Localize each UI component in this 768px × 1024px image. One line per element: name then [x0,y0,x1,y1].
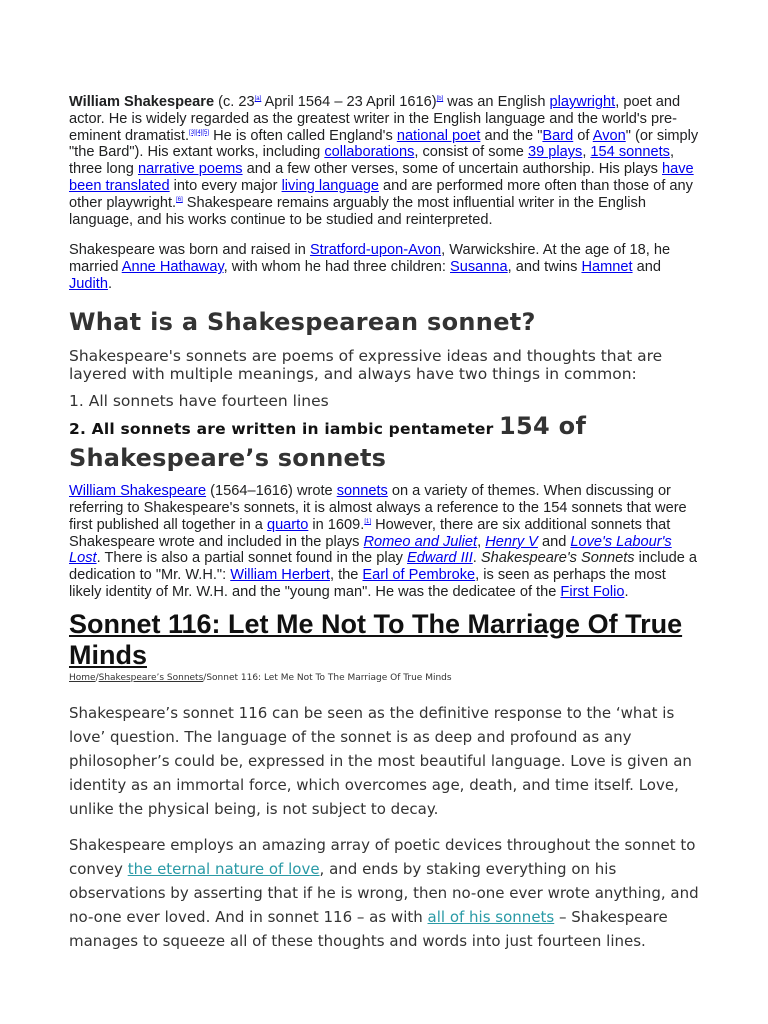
merged-heading-end: Shakespeare’s sonnets [69,444,387,473]
article-paragraph-1: Shakespeare’s sonnet 116 can be seen as the definitive response to the ‘what is love’ question. The language of the sonnet is as deep and profound as any philosopher’s could be, expressed in the most beautiful language. Love is given an identity as an immortal force, which overcomes age, death, and time itself. Love, unlike the physical being, is not subject to decay. [69,703,692,818]
link-hamnet[interactable]: Hamnet [581,259,633,276]
link-judith[interactable]: Judith [69,275,108,292]
breadcrumb: Home/Shakespeare’s Sonnets/Sonnet 116: Let Me Not To The Marriage Of True Minds [69,672,452,683]
breadcrumb-current: Sonnet 116: Let Me Not To The Marriage Of True Minds [206,672,452,683]
link-collaborations[interactable]: collaborations [324,144,415,161]
link-all-of-his-sonnets[interactable]: all of his sonnets [427,907,555,926]
sonnet-intro-paragraph: Shakespeare's sonnets are poems of expressive ideas and thoughts that are layered with multiple meanings, and always have two things in common: [69,346,663,384]
link-national-poet[interactable]: national poet [396,127,481,144]
link-narrative-poems[interactable]: narrative poems [137,161,243,178]
footnote-b[interactable]: [b] [436,96,444,103]
link-henry-v[interactable]: Henry V [485,533,538,550]
footnote-3-4-5[interactable]: [3][4][5] [189,129,210,136]
link-avon[interactable]: Avon [592,127,626,144]
link-loves-labours-lost[interactable]: Love's Labour's Lost [69,533,672,567]
link-eternal-nature-of-love[interactable]: the eternal nature of love [127,859,320,878]
link-playwright[interactable]: playwright [549,94,616,110]
biography-paragraph: Shakespeare was born and raised in Stratford-upon-Avon, Warwickshire. At the age of 18, he married Anne Hathaway, with whom he had three children: Susanna, and twins Hamnet and Judith. [69,242,671,292]
link-william-herbert[interactable]: William Herbert [230,567,330,584]
footnote-6[interactable]: [6] [176,196,183,203]
link-sonnets[interactable]: sonnets [336,483,388,500]
sonnets-wiki-paragraph: William Shakespeare (1564–1616) wrote sonnets on a variety of themes. When discussing or referring to Shakespeare's sonnets, it is almost always a reference to the 154 sonnets that were first published all together in a quarto in 1609.[1] However, there are six additional sonnets that Shakespeare wrote and included in the plays Romeo and Juliet, Henry V and Love's Labour's Lost. There is also a partial sonnet found in the play Edward III. Shakespeare's Sonnets include a dedication to "Mr. W.H.": William Herbert, the Earl of Pembroke, is seen as perhaps the most likely identity of Mr. W.H. and the "young man". He was the dedicatee of the First Folio. [69,483,698,601]
link-susanna[interactable]: Susanna [450,259,508,276]
link-romeo-and-juliet[interactable]: Romeo and Juliet [363,533,478,550]
footnote-a[interactable]: [a] [254,96,262,103]
article [69,94,699,953]
footnote-1[interactable]: [1] [364,519,372,525]
intro-paragraph: William Shakespeare (c. 23[a] April 1564 – 23 April 1616)[b] was an English playwright, poet and actor. He is widely regarded as the greatest writer in the English language and the world's pre-eminent dramatist.[3][4][5] He is often called England's national poet and the "Bard of Avon" (or simply "the Bard"). His extant works, including collaborations, consist of some 39 plays, 154 sonnets, three long narrative poems and a few other verses, some of uncertain authorship. His plays have been translated into every major living language and are performed more often than those of any other playwright.[6] Shakespeare remains arguably the most influential writer in the English language, and his works continue to be studied and reinterpreted. [69,94,699,228]
breadcrumb-sonnets[interactable]: Shakespeare’s Sonnets [98,672,204,683]
merged-heading-start: 154 of [499,412,587,441]
list-item-1: 1. All sonnets have fourteen lines [69,391,329,410]
link-translated[interactable]: have been translated [69,161,694,194]
book-title: Shakespeare's Sonnets [480,550,635,567]
list-item-2: 2. All sonnets are written in iambic pentameter 154 of Shakespeare’s sonnets [69,412,699,473]
link-quarto[interactable]: quarto [266,516,309,533]
link-bard[interactable]: Bard [542,127,574,144]
section-heading: What is a Shakespearean sonnet? [69,307,536,336]
link-stratford[interactable]: Stratford-upon-Avon [309,242,442,259]
link-39-plays[interactable]: 39 plays [527,144,583,161]
link-living-language[interactable]: living language [281,177,379,194]
link-anne-hathaway[interactable]: Anne Hathaway [121,259,224,276]
page-title: Sonnet 116: Let Me Not To The Marriage Of True Minds [69,608,683,670]
subject-name: William Shakespeare [69,94,215,110]
breadcrumb-home[interactable]: Home [69,672,96,683]
link-earl-of-pembroke[interactable]: Earl of Pembroke [362,567,476,584]
link-edward-iii[interactable]: Edward III [407,550,473,567]
link-first-folio[interactable]: First Folio [560,584,625,601]
link-154-sonnets[interactable]: 154 sonnets [590,144,670,161]
link-william-shakespeare[interactable]: William Shakespeare [69,483,207,500]
article-paragraph-2: Shakespeare employs an amazing array of poetic devices throughout the sonnet to convey the eternal nature of love, and ends by staking everything on his observations by asserting that if he is wrong, then no-one ever wrote anything, and no-one ever loved. And in sonnet 116 – as with all of his sonnets – Shakespeare manages to squeeze all of these thoughts and words into just fourteen lines. [69,835,699,950]
